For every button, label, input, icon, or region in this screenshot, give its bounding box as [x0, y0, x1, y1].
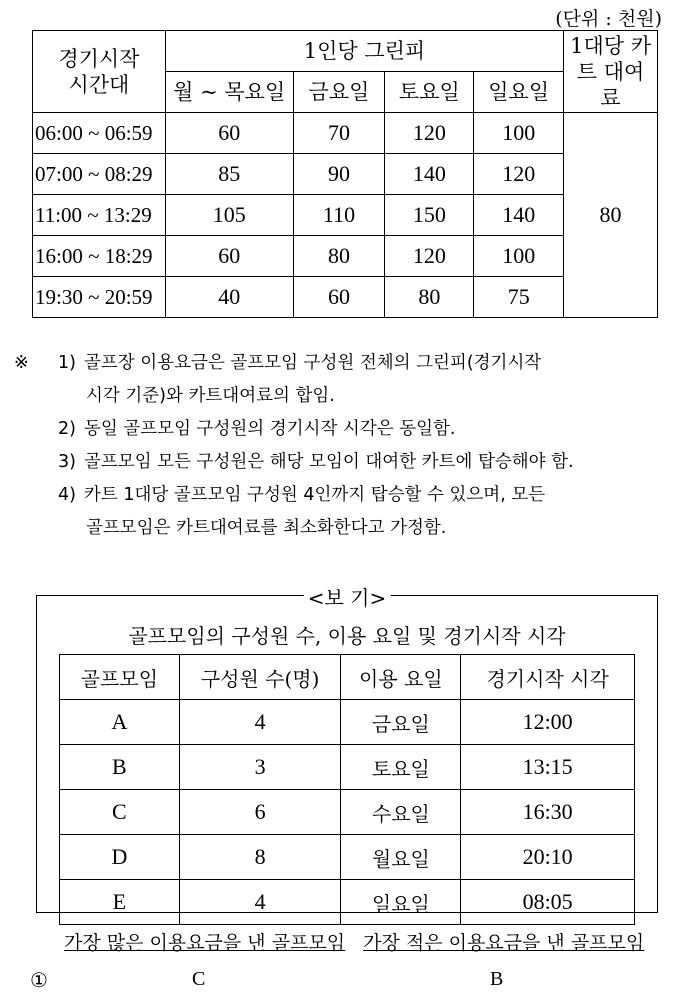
option-number[interactable]: ① [30, 968, 48, 992]
note-continuation: 시각 기준)와 카트대여료의 합임. [86, 386, 335, 406]
fee-cell: 90 [293, 154, 385, 195]
note-continuation: 골프모임은 카트대여료를 최소화한다고 가정함. [86, 518, 447, 538]
option-least: B [490, 968, 504, 990]
fee-cell: 60 [293, 277, 385, 318]
club-cell: 6 [179, 790, 341, 835]
fee-table [32, 30, 658, 318]
fee-cell: 80 [385, 277, 474, 318]
club-row [60, 700, 635, 745]
fee-cell: 100 [474, 113, 564, 154]
day-header: 월 ~ 목요일 [165, 72, 293, 113]
club-cell: 3 [179, 745, 341, 790]
club-cell: 월요일 [341, 835, 461, 880]
time-header: 경기시작 시간대 [33, 31, 166, 113]
day-header: 금요일 [293, 72, 385, 113]
club-row [60, 880, 635, 925]
fee-cell: 40 [165, 277, 293, 318]
club-cell: 20:10 [461, 835, 635, 880]
club-header: 이용 요일 [341, 655, 461, 700]
club-row [60, 790, 635, 835]
answer-col-least: 가장 적은 이용요금을 낸 골프모임 [363, 932, 645, 954]
club-cell: 4 [179, 880, 341, 925]
note-text: 동일 골프모임 구성원의 경기시작 시각은 동일함. [84, 419, 456, 439]
reference-mark: ※ [14, 353, 29, 373]
note-item [14, 446, 674, 479]
club-cell: 금요일 [341, 700, 461, 745]
fee-cell: 75 [474, 277, 564, 318]
note-text: 골프모임 모든 구성원은 해당 모임이 대여한 카트에 탑승해야 함. [84, 452, 574, 472]
day-header: 일요일 [474, 72, 564, 113]
note-text: 골프장 이용요금은 골프모임 구성원 전체의 그린피(경기시작 [84, 353, 542, 373]
club-cell: 4 [179, 700, 341, 745]
answer-col-most: 가장 많은 이용요금을 낸 골프모임 [64, 932, 346, 954]
club-cell: 8 [179, 835, 341, 880]
club-cell: C [60, 790, 180, 835]
club-row [60, 745, 635, 790]
fee-cell: 120 [385, 113, 474, 154]
club-cell: D [60, 835, 180, 880]
note-number: 2) [58, 419, 76, 439]
bogi-caption: 골프모임의 구성원 수, 이용 요일 및 경기시작 시각 [128, 624, 566, 648]
note-text: 카트 1대당 골프모임 구성원 4인까지 탑승할 수 있으며, 모든 [84, 485, 546, 505]
club-header: 골프모임 [60, 655, 180, 700]
club-cell: 08:05 [461, 880, 635, 925]
fee-cell: 140 [474, 195, 564, 236]
club-cell: 일요일 [341, 880, 461, 925]
club-cell: A [60, 700, 180, 745]
fee-cell: 140 [385, 154, 474, 195]
club-table [59, 654, 635, 925]
note-item [14, 479, 674, 512]
day-header: 토요일 [385, 72, 474, 113]
fee-cell: 60 [165, 113, 293, 154]
fee-cell: 120 [385, 236, 474, 277]
fee-cell: 105 [165, 195, 293, 236]
time-slot: 06:00 ~ 06:59 [33, 113, 166, 154]
fee-cell: 110 [293, 195, 385, 236]
fee-cell: 70 [293, 113, 385, 154]
answer-header [64, 928, 644, 955]
fee-cell: 80 [293, 236, 385, 277]
bogi-title: <보 기> [304, 582, 391, 611]
fee-row [33, 113, 658, 154]
fee-cell: 85 [165, 154, 293, 195]
time-slot: 11:00 ~ 13:29 [33, 195, 166, 236]
note-item [14, 413, 674, 446]
club-cell: 16:30 [461, 790, 635, 835]
time-slot: 16:00 ~ 18:29 [33, 236, 166, 277]
time-slot: 19:30 ~ 20:59 [33, 277, 166, 318]
note-number: 1) [58, 353, 76, 373]
unit-label: (단위 : 천원) [555, 8, 662, 30]
cart-fee-cell: 80 [564, 113, 658, 318]
option-most: C [192, 968, 206, 990]
fee-cell: 100 [474, 236, 564, 277]
note-number: 3) [58, 452, 76, 472]
time-slot: 07:00 ~ 08:29 [33, 154, 166, 195]
note-number: 4) [58, 485, 76, 505]
cart-fee-header: 1대당 카트 대여료 [564, 31, 658, 113]
club-cell: 토요일 [341, 745, 461, 790]
club-header: 경기시작 시각 [461, 655, 635, 700]
note-item [14, 347, 674, 380]
club-cell: 12:00 [461, 700, 635, 745]
fee-cell: 120 [474, 154, 564, 195]
club-row [60, 835, 635, 880]
club-cell: B [60, 745, 180, 790]
club-header: 구성원 수(명) [179, 655, 341, 700]
club-cell: E [60, 880, 180, 925]
club-cell: 수요일 [341, 790, 461, 835]
green-fee-header: 1인당 그린피 [165, 31, 563, 72]
bogi-box [36, 586, 658, 916]
fee-cell: 150 [385, 195, 474, 236]
notes [14, 347, 674, 545]
fee-cell: 60 [165, 236, 293, 277]
club-cell: 13:15 [461, 745, 635, 790]
